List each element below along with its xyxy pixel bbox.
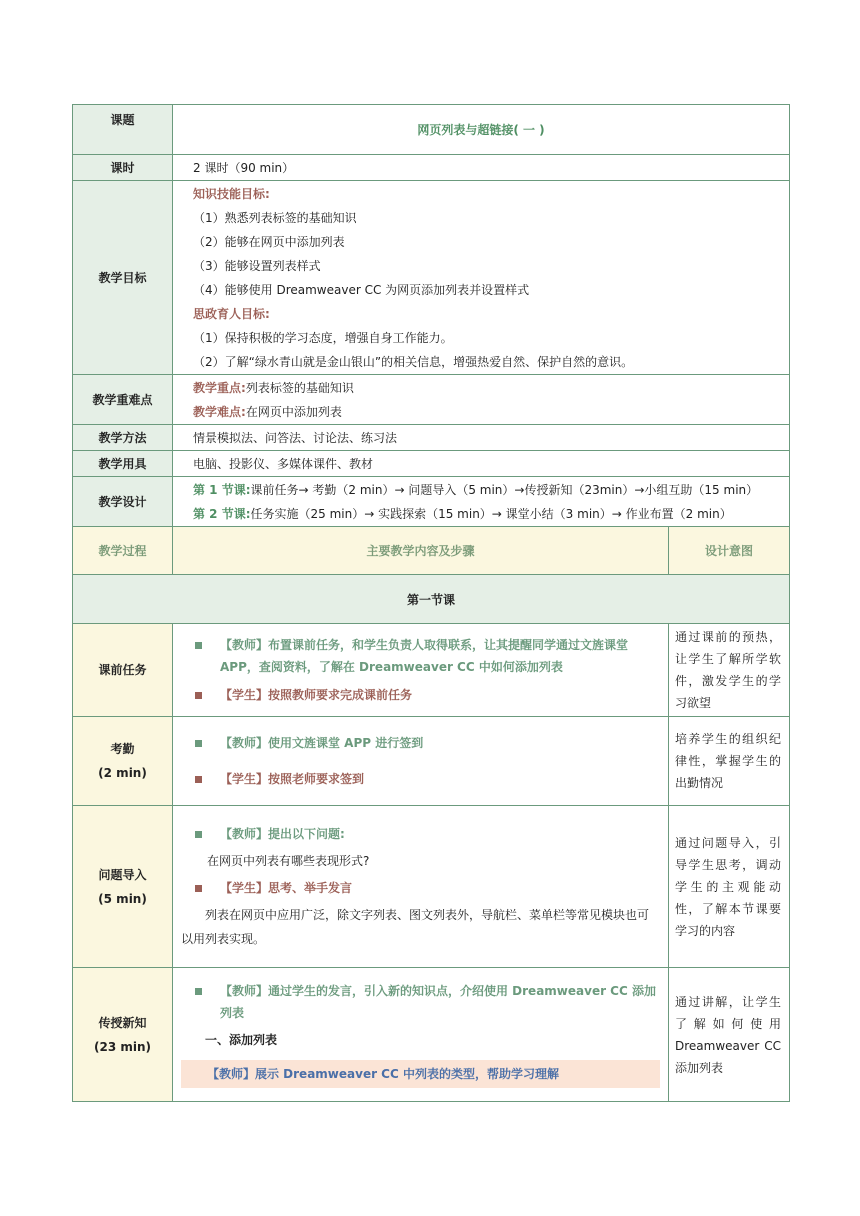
methods-value: 情景模拟法、问答法、讨论法、练习法 bbox=[173, 425, 790, 451]
difficulty-text: 在网页中添加列表 bbox=[245, 404, 342, 419]
key-points-cell bbox=[173, 375, 790, 425]
attendance-content bbox=[173, 717, 669, 806]
methods-label: 教学方法 bbox=[73, 425, 173, 451]
lesson2-text: 任务实施（25 min）→ 实践探索（15 min）→ 课堂小结（3 min）→ 作业布置（2 min） bbox=[250, 506, 732, 521]
question-label: 问题导入 bbox=[98, 867, 147, 882]
pre-task-teacher: 【教师】布置课前任务，和学生负责人取得联系，让其提醒同学通过文旌课堂 APP，查阅资料，了解在 Dreamweaver CC 中如何添加列表 bbox=[220, 638, 629, 674]
pre-task-intent: 通过课前的预热，让学生了解所学软件，激发学生的学习欲望 bbox=[669, 624, 790, 717]
page-title: 网页列表与超链接( 一 ) bbox=[173, 105, 790, 155]
hours-label: 课时 bbox=[73, 155, 173, 181]
question-time: (5 min) bbox=[98, 891, 147, 906]
lesson1-label: 第 1 节课: bbox=[193, 482, 251, 497]
goals-label: 教学目标 bbox=[73, 181, 173, 375]
attendance-time: (2 min) bbox=[98, 766, 147, 780]
knowledge-heading: 知识技能目标: bbox=[193, 186, 270, 201]
key-points-label: 教学重难点 bbox=[73, 375, 173, 425]
ideology-item: （2）了解“绿水青山就是金山银山”的相关信息，增强热爱自然、保护自然的意识。 bbox=[193, 354, 634, 369]
square-bullet-icon bbox=[195, 831, 202, 838]
knowledge-item: （4）能够使用 Dreamweaver CC 为网页添加列表并设置样式 bbox=[193, 282, 530, 297]
header-content: 主要教学内容及步骤 bbox=[173, 527, 669, 575]
attendance-student: 【学生】按照老师要求签到 bbox=[220, 772, 365, 786]
tools-value: 电脑、投影仪、多媒体课件、教材 bbox=[173, 451, 790, 477]
square-bullet-icon bbox=[195, 740, 202, 747]
question-text: 在网页中列表有哪些表现形式? bbox=[207, 853, 370, 868]
focus-label: 教学重点: bbox=[193, 380, 246, 395]
square-bullet-icon bbox=[195, 776, 202, 783]
square-bullet-icon bbox=[195, 692, 202, 699]
attendance-intent: 培养学生的组织纪律性，掌握学生的出勤情况 bbox=[669, 717, 790, 806]
question-intent: 通过问题导入，引导学生思考，调动学生的主观能动性，了解本节课要学习的内容 bbox=[669, 806, 790, 968]
row-label-pre-task: 课前任务 bbox=[73, 624, 173, 717]
lesson-plan-table bbox=[72, 104, 790, 1102]
row-label-question bbox=[73, 806, 173, 968]
new-knowledge-time: (23 min) bbox=[93, 1039, 151, 1054]
new-knowledge-intent: 通过讲解，让学生了解如何使用 Dreamweaver CC 添加列表 bbox=[669, 968, 790, 1102]
new-knowledge-content bbox=[173, 968, 669, 1102]
square-bullet-icon bbox=[195, 642, 202, 649]
knowledge-item: （2）能够在网页中添加列表 bbox=[193, 234, 345, 249]
knowledge-item: （3）能够设置列表样式 bbox=[193, 258, 321, 273]
ideology-item: （1）保持积极的学习态度，增强自身工作能力。 bbox=[193, 330, 453, 345]
question-answer: 列表在网页中应用广泛，除文字列表、图文列表外，导航栏、菜单栏等常见模块也可以用列表实现。 bbox=[181, 907, 650, 946]
row-label-new-knowledge bbox=[73, 968, 173, 1102]
new-knowledge-teacher: 【教师】通过学生的发言，引入新的知识点，介绍使用 Dreamweaver CC 添加列表 bbox=[220, 984, 656, 1020]
goals-cell bbox=[173, 181, 790, 375]
tools-label: 教学用具 bbox=[73, 451, 173, 477]
focus-text: 列表标签的基础知识 bbox=[245, 380, 354, 395]
pre-task-student: 【学生】按照教师要求完成课前任务 bbox=[220, 688, 413, 702]
lesson1-text: 课前任务→ 考勤（2 min）→ 问题导入（5 min）→传授新知（23min）→小组互助（15 min） bbox=[250, 482, 759, 497]
square-bullet-icon bbox=[195, 988, 202, 995]
square-bullet-icon bbox=[195, 885, 202, 892]
new-knowledge-demo: 【教师】展示 Dreamweaver CC 中列表的类型，帮助学习理解 bbox=[181, 1060, 660, 1088]
section-title: 第一节课 bbox=[73, 575, 790, 624]
row-label-attendance bbox=[73, 717, 173, 806]
header-process: 教学过程 bbox=[73, 527, 173, 575]
question-teacher: 【教师】提出以下问题: bbox=[220, 826, 345, 841]
hours-value: 2 课时（90 min） bbox=[173, 155, 790, 181]
design-cell bbox=[173, 477, 790, 527]
knowledge-item: （1）熟悉列表标签的基础知识 bbox=[193, 210, 357, 225]
header-intent: 设计意图 bbox=[669, 527, 790, 575]
title-label: 课题 bbox=[73, 105, 173, 155]
difficulty-label: 教学难点: bbox=[193, 404, 246, 419]
attendance-label: 考勤 bbox=[110, 742, 135, 756]
question-content bbox=[173, 806, 669, 968]
ideology-heading: 思政育人目标: bbox=[193, 306, 270, 321]
question-student: 【学生】思考、举手发言 bbox=[220, 880, 353, 895]
new-knowledge-subheading: 一、添加列表 bbox=[205, 1033, 278, 1047]
attendance-teacher: 【教师】使用文旌课堂 APP 进行签到 bbox=[220, 736, 424, 750]
new-knowledge-label: 传授新知 bbox=[98, 1015, 147, 1030]
pre-task-content bbox=[173, 624, 669, 717]
design-label: 教学设计 bbox=[73, 477, 173, 527]
lesson2-label: 第 2 节课: bbox=[193, 506, 251, 521]
